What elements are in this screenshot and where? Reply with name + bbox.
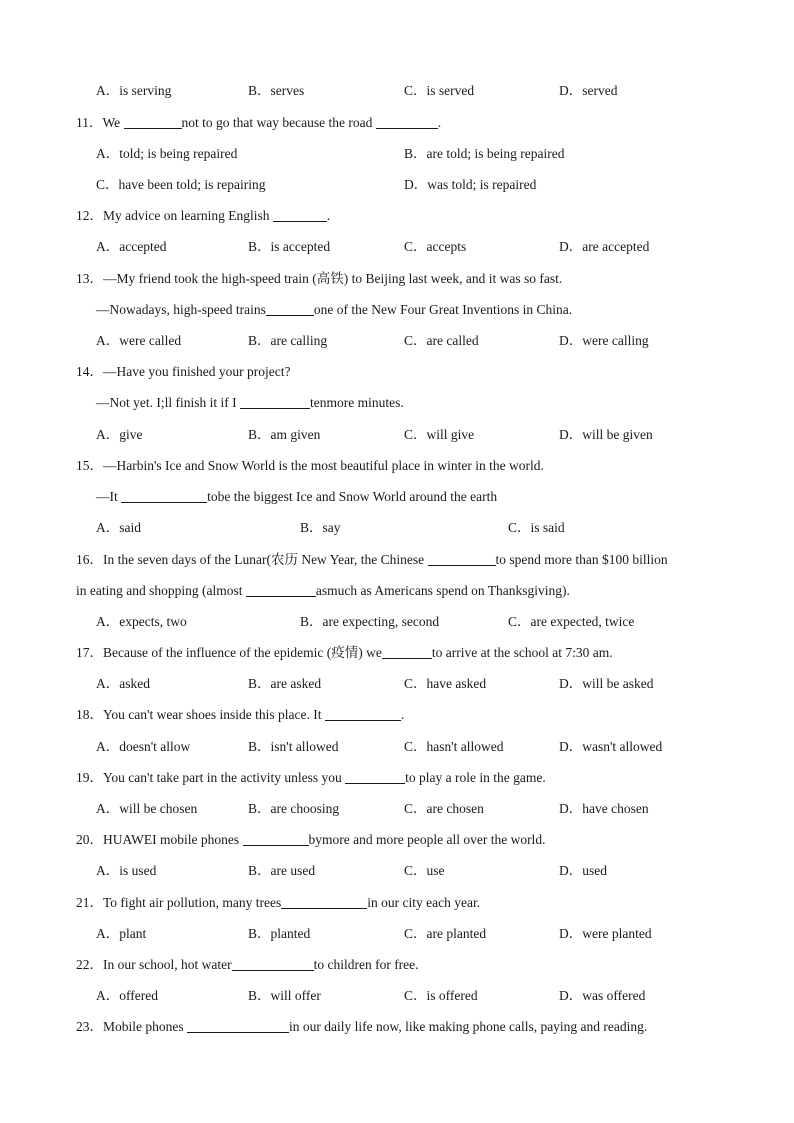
q16-option-a[interactable]: A．expects, two (96, 614, 187, 629)
q22-option-c[interactable]: C．is offered (404, 988, 478, 1003)
q12-option-b[interactable]: B．is accepted (248, 239, 331, 254)
q12-options (96, 238, 756, 256)
answer-blank[interactable] (246, 583, 316, 597)
q21-stem: 21．To fight air pollution, many trees in our city each year. (76, 895, 481, 910)
answer-blank[interactable] (281, 895, 367, 909)
q19-option-d[interactable]: D．have chosen (559, 801, 649, 816)
q15-options (96, 519, 756, 537)
q21-option-d[interactable]: D．were planted (559, 926, 652, 941)
answer-blank[interactable] (382, 645, 432, 659)
q10-options (96, 82, 756, 100)
q19-option-c[interactable]: C．are chosen (404, 801, 484, 816)
q18-option-b[interactable]: B．isn't allowed (248, 739, 339, 754)
q18-option-c[interactable]: C．hasn't allowed (404, 739, 504, 754)
q17-stem: 17．Because of the influence of the epidemic (疫情) we to arrive at the school at 7:30 am. (76, 645, 613, 660)
q20-option-a[interactable]: A．is used (96, 863, 157, 878)
q22-option-b[interactable]: B．will offer (248, 988, 321, 1003)
q11-options-row2 (96, 176, 756, 194)
q15-option-c[interactable]: C．is said (508, 520, 565, 535)
q16-stem-line2: in eating and shopping (almost asmuch as Americans spend on Thanksgiving). (76, 583, 570, 598)
answer-blank[interactable] (345, 770, 405, 784)
q23-stem: 23．Mobile phones in our daily life now, like making phone calls, paying and reading. (76, 1019, 648, 1034)
q19-option-b[interactable]: B．are choosing (248, 801, 340, 816)
answer-blank[interactable] (240, 395, 310, 409)
q13-stem-line2: —Nowadays, high-speed trains one of the New Four Great Inventions in China. (96, 302, 573, 317)
q18-option-d[interactable]: D．wasn't allowed (559, 739, 663, 754)
q11-option-c[interactable]: C．have been told; is repairing (96, 177, 266, 192)
q11-option-a[interactable]: A．told; is being repaired (96, 146, 238, 161)
q20-option-d[interactable]: D．used (559, 863, 607, 878)
q12-option-d[interactable]: D．are accepted (559, 239, 650, 254)
q13-stem-line1: 13．—My friend took the high-speed train (高铁) to Beijing last week, and it was so fast. (76, 271, 563, 286)
q15-option-a[interactable]: A．said (96, 520, 141, 535)
q22-stem: 22．In our school, hot water to children for free. (76, 957, 419, 972)
q14-option-d[interactable]: D．will be given (559, 427, 653, 442)
q16-stem-line1: 16．In the seven days of the Lunar(农历 New Year, the Chinese to spend more than $100 billion (76, 552, 668, 567)
q10-option-d[interactable]: D．served (559, 83, 618, 98)
q17-option-c[interactable]: C．have asked (404, 676, 487, 691)
answer-blank[interactable] (266, 302, 314, 316)
q18-option-a[interactable]: A．doesn't allow (96, 739, 191, 754)
q13-options (96, 332, 756, 350)
answer-blank[interactable] (376, 115, 438, 129)
q14-stem-line2: —Not yet. I;ll finish it if I tenmore minutes. (96, 395, 404, 410)
q21-option-c[interactable]: C．are planted (404, 926, 487, 941)
q20-option-c[interactable]: C．use (404, 863, 445, 878)
q14-options (96, 426, 756, 444)
q22-options (96, 987, 756, 1005)
q16-option-c[interactable]: C．are expected, twice (508, 614, 635, 629)
q22-option-a[interactable]: A．offered (96, 988, 158, 1003)
q17-option-b[interactable]: B．are asked (248, 676, 322, 691)
answer-blank[interactable] (124, 115, 182, 129)
q13-option-b[interactable]: B．are calling (248, 333, 328, 348)
q19-stem: 19．You can't take part in the activity unless you to play a role in the game. (76, 770, 546, 785)
q13-option-a[interactable]: A．were called (96, 333, 182, 348)
answer-blank[interactable] (428, 552, 496, 566)
answer-blank[interactable] (232, 957, 314, 971)
q19-options (96, 800, 756, 818)
q11-stem: 11．We not to go that way because the road . (76, 115, 442, 130)
q11-options-row1 (96, 145, 756, 163)
q18-stem: 18．You can't wear shoes inside this place. It . (76, 707, 405, 722)
q12-option-c[interactable]: C．accepts (404, 239, 467, 254)
q15-option-b[interactable]: B．say (300, 520, 341, 535)
q14-stem-line1: 14．—Have you finished your project? (76, 364, 291, 379)
q13-option-d[interactable]: D．were calling (559, 333, 649, 348)
q20-option-b[interactable]: B．are used (248, 863, 316, 878)
q11-option-d[interactable]: D．was told; is repaired (404, 177, 537, 192)
q11-option-b[interactable]: B．are told; is being repaired (404, 146, 565, 161)
q21-option-a[interactable]: A．plant (96, 926, 147, 941)
q17-option-a[interactable]: A．asked (96, 676, 150, 691)
q12-option-a[interactable]: A．accepted (96, 239, 167, 254)
q16-options (96, 613, 756, 631)
q16-option-b[interactable]: B．are expecting, second (300, 614, 440, 629)
answer-blank[interactable] (187, 1019, 289, 1033)
q22-option-d[interactable]: D．was offered (559, 988, 646, 1003)
answer-blank[interactable] (243, 832, 309, 846)
q10-option-a[interactable]: A．is serving (96, 83, 172, 98)
q21-options (96, 925, 756, 943)
q20-options (96, 862, 756, 880)
q10-option-c[interactable]: C．is served (404, 83, 475, 98)
answer-blank[interactable] (325, 707, 401, 721)
q19-option-a[interactable]: A．will be chosen (96, 801, 198, 816)
q12-stem: 12．My advice on learning English . (76, 208, 331, 223)
q14-option-c[interactable]: C．will give (404, 427, 475, 442)
answer-blank[interactable] (273, 208, 327, 222)
q14-option-a[interactable]: A．give (96, 427, 143, 442)
q14-option-b[interactable]: B．am given (248, 427, 321, 442)
q13-option-c[interactable]: C．are called (404, 333, 479, 348)
q17-option-d[interactable]: D．will be asked (559, 676, 654, 691)
q15-stem-line1: 15．—Harbin's Ice and Snow World is the most beautiful place in winter in the world. (76, 458, 544, 473)
q18-options (96, 738, 756, 756)
answer-blank[interactable] (121, 489, 207, 503)
q21-option-b[interactable]: B．planted (248, 926, 311, 941)
q17-options (96, 675, 756, 693)
q20-stem: 20．HUAWEI mobile phones bymore and more people all over the world. (76, 832, 546, 847)
q10-option-b[interactable]: B．serves (248, 83, 305, 98)
q15-stem-line2: —It tobe the biggest Ice and Snow World around the earth (96, 489, 498, 504)
